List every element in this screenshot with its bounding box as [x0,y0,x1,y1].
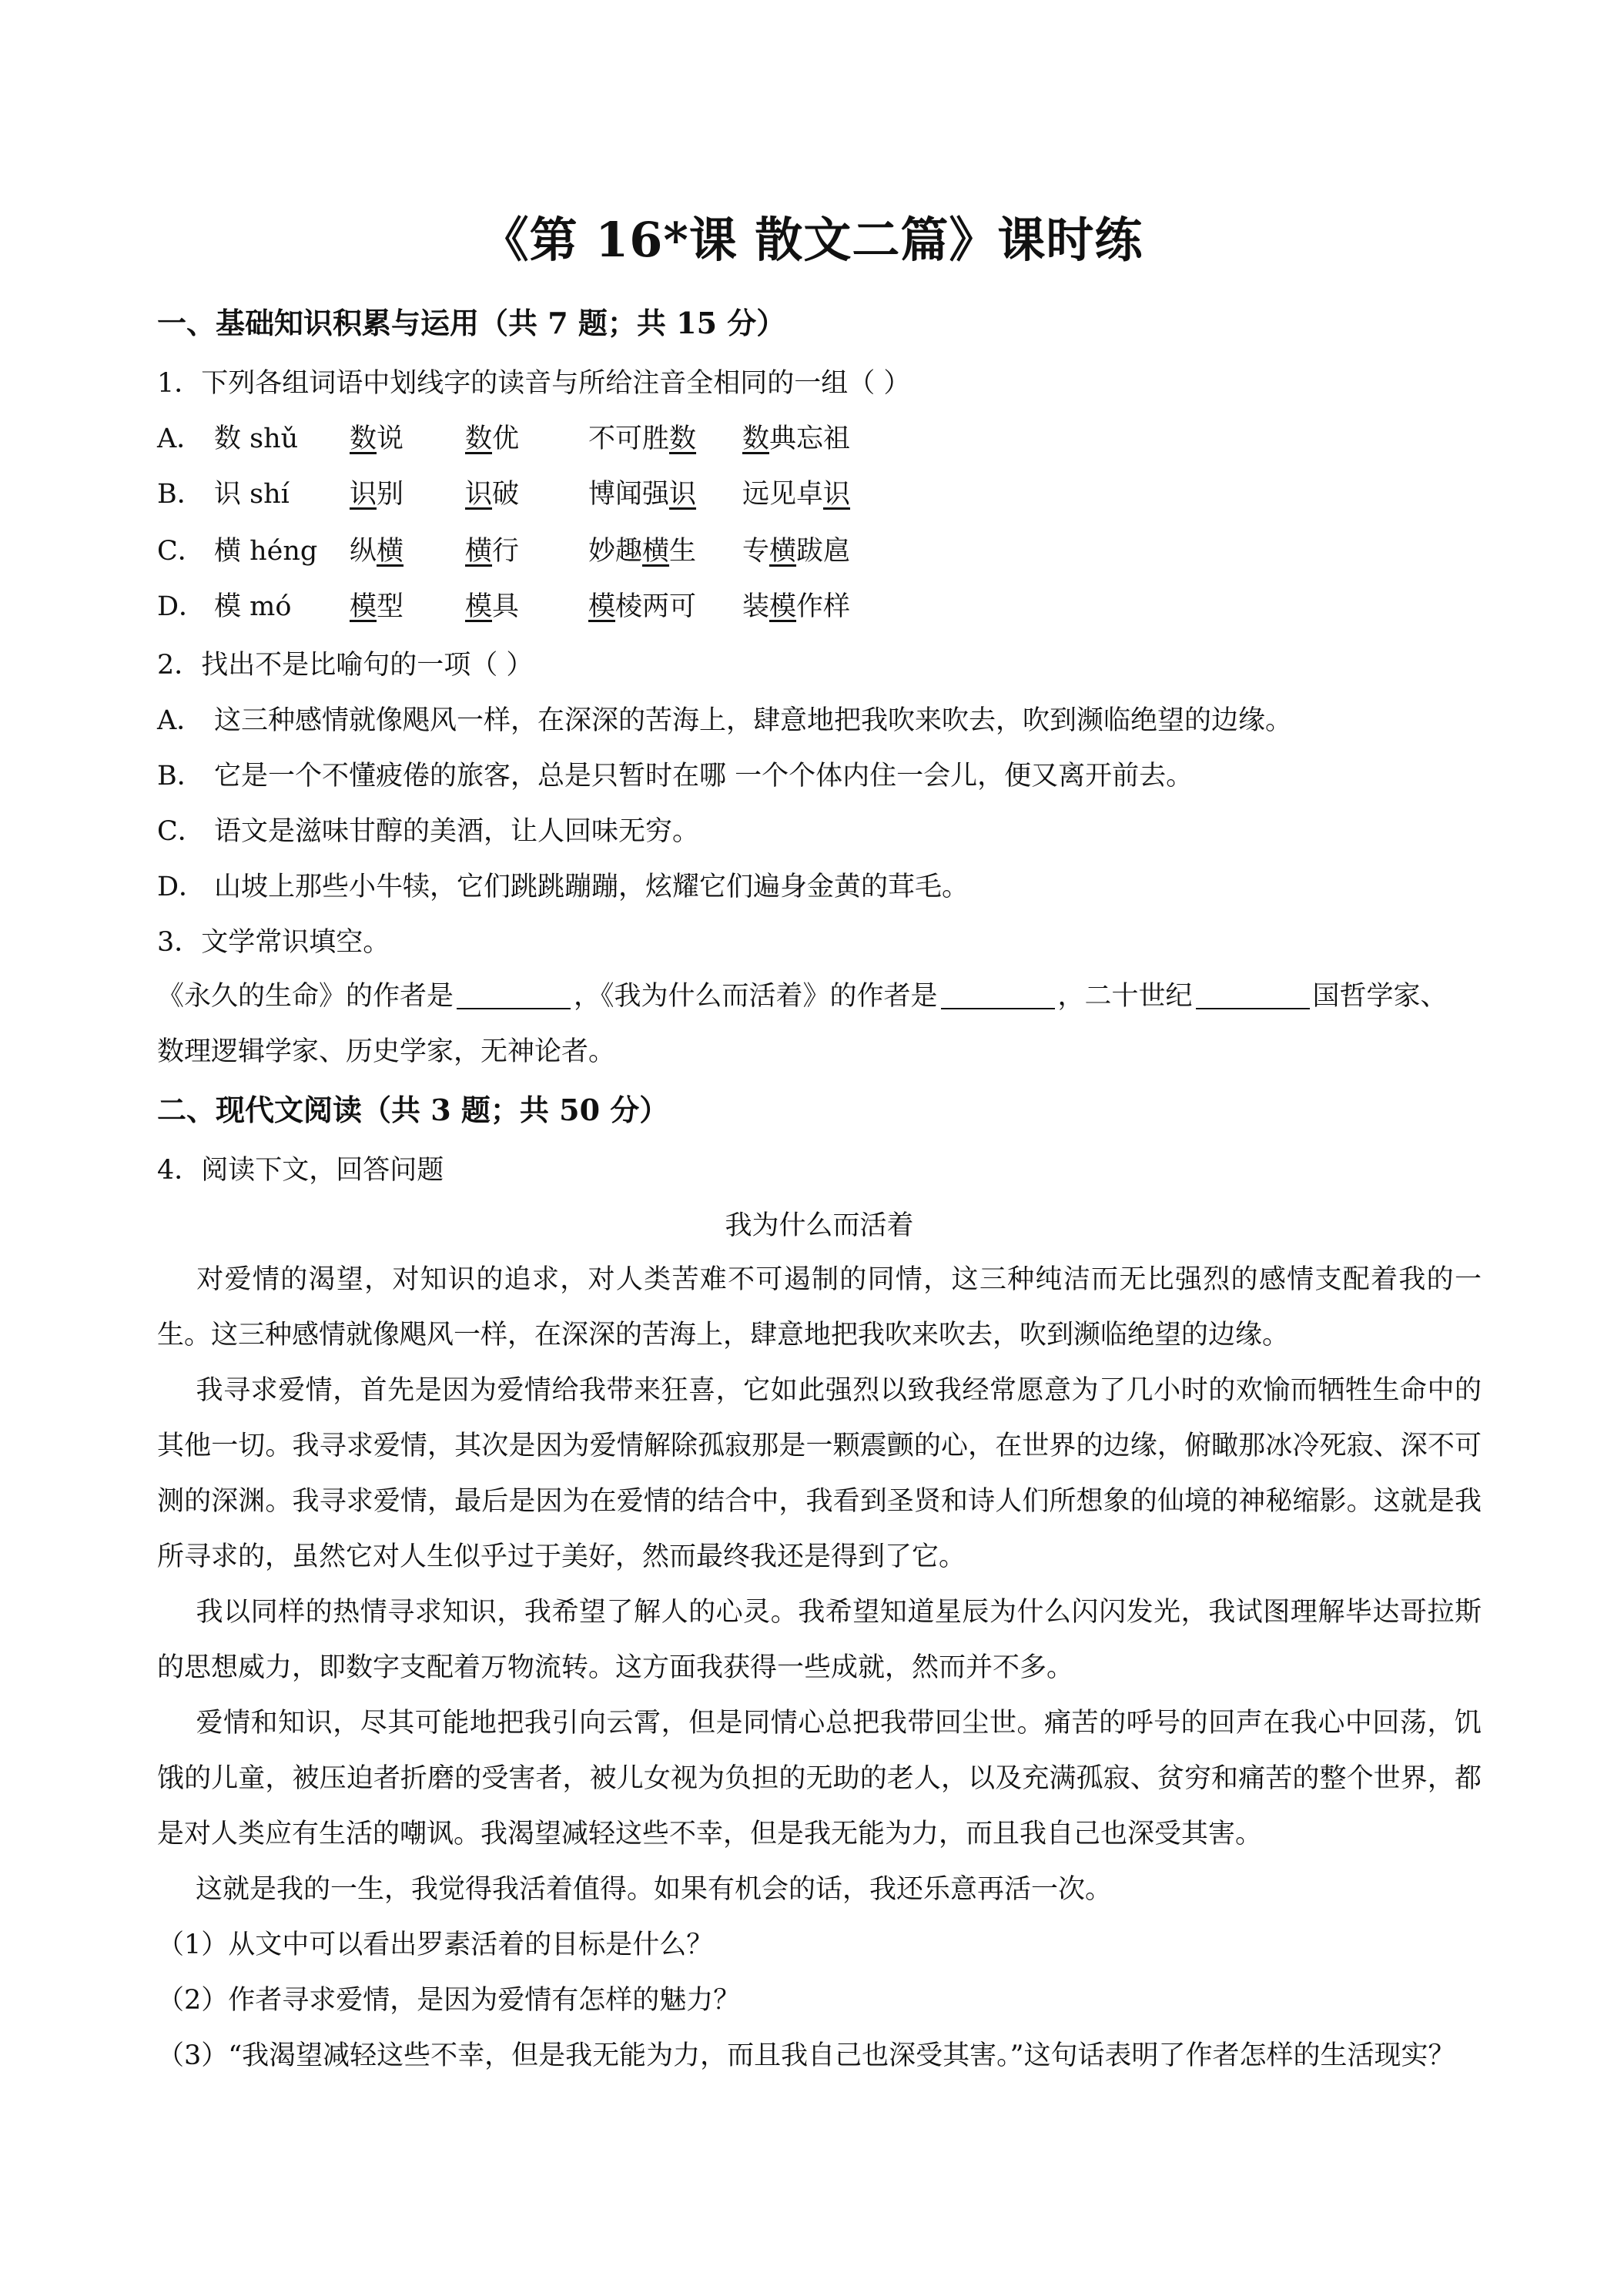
passage-paragraph-2: 我寻求爱情，首先是因为爱情给我带来狂喜，它如此强烈以致我经常愿意为了几小时的欢愉而牺牲生命中的其他一切。我寻求爱情，其次是因为爱情解除孤寂那是一颗震颤的心，在世界的边缘，俯瞰那冰冷死寂、深不可测的深渊。我寻求爱情，最后是因为在爱情的结合中，我看到圣贤和诗人们所想象的仙境的神秘缩影。这就是我所寻求的，虽然它对人生似乎过于美好，然而最终我还是得到了它。 [157,1375,1482,1572]
question-1-stem: 1．下列各组词语中划线字的读音与所给注音全相同的一组（ ） [157,368,911,399]
question-3-line-2: 数理逻辑学家、历史学家，无神论者。 [157,1036,616,1067]
passage-paragraph-4: 爱情和知识，尽其可能地把我引向云霄，但是同情心总把我带回尘世。痛苦的呼号的回声在我心中回荡，饥饿的儿童，被压迫者折磨的受害者，被儿女视为负担的无助的老人，以及充满孤寂、贫穷和痛苦的整个世界，都是对人类应有生活的嘲讽。我渴望减轻这些不幸，但是我无能为力，而且我自己也深受其害。 [157,1708,1482,1849]
question-2-option-c: C． 语文是滋味甘醇的美酒，让人回味无穷。 [157,816,700,847]
option-key-reading: 识 shí [214,479,290,510]
underlined-character: 识 [350,479,377,510]
underlined-character: 横 [465,536,493,567]
option-word: 博闻强识 [588,479,697,510]
underlined-character: 识 [465,479,493,510]
option-word: 模棱两可 [588,591,697,622]
page-title: 《第 16*课 散文二篇》课时练 [481,212,1143,268]
underlined-character: 横 [642,536,670,567]
sub-question-1: （1）从文中可以看出罗素活着的目标是什么？ [157,1930,714,1960]
question-3-fill-line: 《永久的生命》的作者是 ，《我为什么而活着》的作者是 ，二十世纪 国哲学家、 [157,981,1448,1012]
question-1-option-a: A． 数 shǔ 数说 数优 不可胜数 数典忘祖 [157,422,1482,456]
question-2-option-d: D． 山坡上那些小牛犊，它们跳跳蹦蹦，炫耀它们遍身金黄的茸毛。 [157,872,969,902]
answer-blank-1[interactable] [457,982,571,1009]
option-key-reading: 数 shǔ [214,423,299,454]
underlined-character: 数 [465,423,493,454]
underlined-character: 数 [742,423,770,454]
question-2-stem: 2．找出不是比喻句的一项（ ） [157,650,534,681]
underlined-character: 识 [823,479,851,510]
option-word: 远见卓识 [742,479,851,510]
option-word: 识破 [465,479,520,510]
question-2-option-a: A． 这三种感情就像飓风一样，在深深的苦海上，肆意地把我吹来吹去，吹到濒临绝望的边缘。 [157,705,1293,736]
underlined-character: 模 [350,591,377,622]
question-2-option-b: B． 它是一个不懂疲倦的旅客，总是只暂时在哪 一个个体内住一会儿，便又离开前去。 [157,761,1194,792]
question-3-stem: 3．文学常识填空。 [157,927,390,958]
question-1-option-c: C． 横 héng 纵横 横行 妙趣横生 专横跋扈 [157,534,1482,568]
option-word: 数说 [350,423,404,454]
option-word: 装模作样 [742,591,851,622]
answer-blank-2[interactable] [941,982,1055,1009]
passage-paragraph-3: 我以同样的热情寻求知识，我希望了解人的心灵。我希望知道星辰为什么闪闪发光，我试图理解毕达哥拉斯的思想威力，即数字支配着万物流转。这方面我获得一些成就，然而并不多。 [157,1597,1482,1683]
option-key-reading: 横 héng [214,536,318,567]
option-word: 数典忘祖 [742,423,851,454]
underlined-character: 横 [769,536,797,567]
section-heading-2: 二、现代文阅读（共 3 题；共 50 分） [157,1093,669,1127]
passage-title: 我为什么而活着 [725,1210,914,1241]
underlined-character: 模 [465,591,493,622]
option-word: 识别 [350,479,404,510]
underlined-character: 横 [377,536,404,567]
option-word: 不可胜数 [588,423,697,454]
option-word: 妙趣横生 [588,536,697,567]
option-word: 纵横 [350,536,404,567]
passage-paragraph-1: 对爱情的渴望，对知识的追求，对人类苦难不可遏制的同情，这三种纯洁而无比强烈的感情支配着我的一生。这三种感情就像飓风一样，在深深的苦海上，肆意地把我吹来吹去，吹到濒临绝望的边缘。 [157,1264,1482,1350]
question-1-option-d: D． 模 mó 模型 模具 模棱两可 装模作样 [157,590,1482,624]
underlined-character: 识 [669,479,697,510]
option-key-reading: 模 mó [214,591,292,622]
sub-question-3: （3）“我渴望减轻这些不幸，但是我无能为力，而且我自己也深受其害。”这句话表明了作者怎样的生活现实？ [157,2040,1455,2071]
option-word: 横行 [465,536,520,567]
underlined-character: 模 [769,591,797,622]
option-word: 数优 [465,423,520,454]
question-4-stem: 4．阅读下文，回答问题 [157,1155,444,1186]
option-word: 模型 [350,591,404,622]
underlined-character: 模 [588,591,616,622]
option-word: 模具 [465,591,520,622]
underlined-character: 数 [350,423,377,454]
passage-paragraph-5: 这就是我的一生，我觉得我活着值得。如果有机会的话，我还乐意再活一次。 [196,1874,1113,1905]
question-1-option-b: B． 识 shí 识别 识破 博闻强识 远见卓识 [157,477,1482,511]
section-heading-1: 一、基础知识积累与运用（共 7 题；共 15 分） [157,306,786,340]
sub-question-2: （2）作者寻求爱情，是因为爱情有怎样的魅力？ [157,1985,741,2016]
answer-blank-3[interactable] [1196,982,1310,1009]
underlined-character: 数 [669,423,697,454]
option-word: 专横跋扈 [742,536,851,567]
